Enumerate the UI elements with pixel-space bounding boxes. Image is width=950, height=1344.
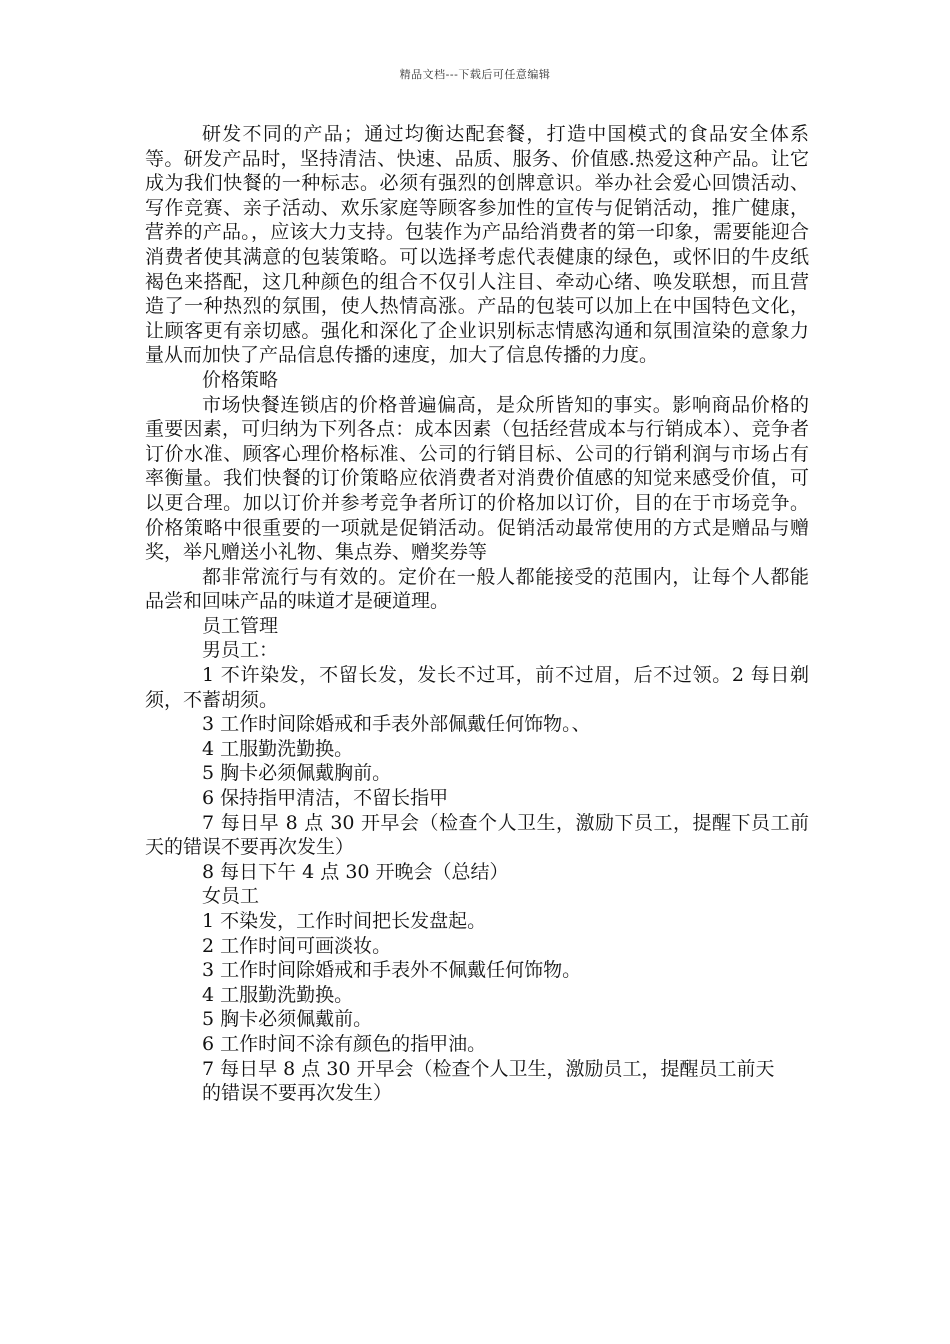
list-item: 7 每日早 8 点 30 开早会（检查个人卫生，激励下员工，提醒下员工前天的错误不要再次发生） bbox=[145, 811, 809, 859]
paragraph-product-strategy: 研发不同的产品；通过均衡达配套餐，打造中国模式的食品安全体系等。研发产品时，坚持清洁、快速、品质、服务、价值感.热爱这种产品。让它成为我们快餐的一种标志。必须有强烈的创牌意识。举办社会爱心回馈活动、写作竞赛、亲子活动、欢乐家庭等顾客参加性的宣传与促销活动，推广健康，营养的产品。，应该大力支持。包装作为产品给消费者的第一印象，需要能迎合消费者使其满意的包装策略。可以选择考虑代表健康的绿色，或怀旧的牛皮纸褐色来搭配，这几种颜色的组合不仅引人注目、牵动心绪、唤发联想，而且营造了一种热烈的氛围，使人热情高涨。产品的包装可以加上在中国特色文化，让顾客更有亲切感。强化和深化了企业识别标志情感沟通和氛围渲染的意象力量从而加快了产品信息传播的速度，加大了信息传播的力度。 bbox=[145, 123, 809, 367]
list-item: 4 工服勤洗勤换。 bbox=[202, 737, 354, 760]
list-item: 6 工作时间不涂有颜色的指甲油。 bbox=[202, 1032, 487, 1055]
list-item: 5 胸卡必须佩戴胸前。 bbox=[202, 762, 392, 785]
list-item-continuation: 的错误不要再次发生） bbox=[202, 1082, 393, 1105]
heading-female-staff: 女员工 bbox=[202, 885, 260, 908]
heading-price-strategy: 价格策略 bbox=[202, 368, 279, 391]
list-item: 3 工作时间除婚戒和手表外部佩戴任何饰物。、 bbox=[202, 713, 591, 736]
list-item: 1 不染发，工作时间把长发盘起。 bbox=[202, 910, 487, 932]
list-item: 6 保持指甲清洁，不留长指甲 bbox=[202, 787, 449, 810]
heading-staff-management: 员工管理 bbox=[202, 614, 279, 637]
paragraph-price-continued: 都非常流行与有效的。定价在一般人都能接受的范围内，让每个人都能品尝和回味产品的味道才是硬道理。 bbox=[145, 565, 809, 613]
list-item: 2 工作时间可画淡妆。 bbox=[202, 934, 392, 957]
heading-male-staff: 男员工： bbox=[202, 639, 279, 662]
list-item: 7 每日早 8 点 30 开早会（检查个人卫生，激励员工，提醒员工前天 bbox=[202, 1057, 775, 1080]
paragraph-price-strategy: 市场快餐连锁店的价格普遍偏高，是众所皆知的事实。影响商品价格的重要因素，可归纳为下列各点：成本因素（包括经营成本与行销成本）、竞争者订价水准、顾客心理价格标准、公司的行销目标、公司的行销利润与市场占有率衡量。我们快餐的订价策略应依消费者对消费价值感的知觉来感受价值，可以更合理。加以订价并参考竞争者所订的价格加以订价，目的在于市场竞争。价格策略中很重要的一项就是促销活动。促销活动最常使用的方式是赠品与赠奖，举凡赠送小礼物、集点券、赠奖券等 bbox=[145, 393, 809, 564]
list-item: 8 每日下午 4 点 30 开晚会（总结） bbox=[202, 860, 509, 883]
list-item: 3 工作时间除婚戒和手表外不佩戴任何饰物。 bbox=[202, 959, 582, 982]
list-item: 1 不许染发，不留长发，发长不过耳，前不过眉，后不过领。2 每日剃须，不蓄胡须。 bbox=[145, 664, 809, 711]
document-body bbox=[145, 122, 809, 1106]
list-item: 4 工服勤洗勤换。 bbox=[202, 983, 354, 1006]
list-item: 5 胸卡必须佩戴前。 bbox=[202, 1008, 373, 1031]
page-header: 精品文档---下载后可任意编辑 bbox=[399, 68, 551, 81]
